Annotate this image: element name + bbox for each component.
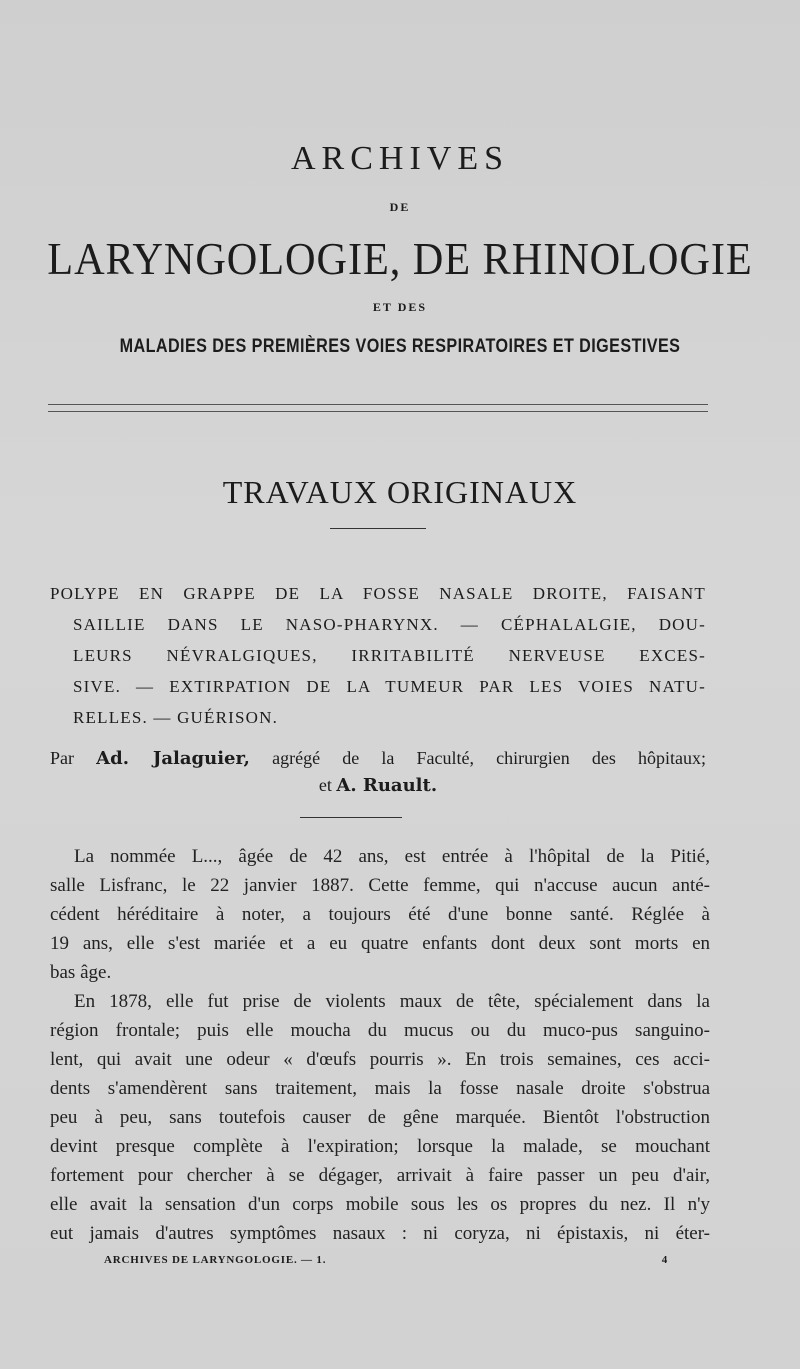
article-title-line: SIVE. — EXTIRPATION DE LA TUMEUR PAR LES VOIES NATU-	[73, 677, 706, 696]
byline-et: et	[318, 775, 332, 795]
article-title-line: SAILLIE DANS LE NASO-PHARYNX. — CÉPHALALGIE, DOU-	[73, 615, 706, 634]
text-line: région frontale; puis elle moucha du mucus ou du muco-pus sanguino-	[50, 1020, 710, 1041]
text-line: lent, qui avait une odeur « d'œufs pourris ». En trois semaines, ces acci-	[50, 1049, 710, 1070]
text-line: cédent héréditaire à noter, a toujours été d'une bonne santé. Réglée à	[50, 904, 710, 925]
text-line: dents s'amendèrent sans traitement, mais la fosse nasale droite s'obstrua	[50, 1078, 710, 1099]
journal-title: ARCHIVES	[290, 140, 510, 177]
author-name: A. Ruault.	[336, 775, 438, 796]
section-title: TRAVAUX ORIGINAUX	[222, 474, 578, 510]
article-title-line: RELLES. — GUÉRISON.	[73, 708, 279, 727]
byline-rule	[300, 817, 402, 818]
text-line: elle avait la sensation d'un corps mobile sous les os propres du nez. Il n'y	[50, 1194, 710, 1215]
page-footer	[104, 1254, 668, 1266]
text-line: devint presque complète à l'expiration; lorsque la malade, se mouchant	[50, 1136, 710, 1157]
text-line: fortement pour chercher à se dégager, arrivait à faire passer un peu d'air,	[50, 1165, 710, 1186]
text-line: En 1878, elle fut prise de violents maux de tête, spécialement dans la	[74, 991, 710, 1012]
text-line: salle Lisfranc, le 22 janvier 1887. Cette femme, qui n'accuse aucun anté-	[50, 875, 710, 896]
text-line: 19 ans, elle s'est mariée et a eu quatre enfants dont deux sont morts en	[50, 933, 710, 954]
page-number: 4	[661, 1254, 668, 1266]
paragraph	[50, 842, 710, 987]
journal-title-de: DE	[389, 200, 411, 214]
running-title: ARCHIVES DE LARYNGOLOGIE. — 1.	[104, 1254, 327, 1266]
text-line: peu à peu, sans toutefois causer de gêne marquée. Bientôt l'obstruction	[50, 1107, 710, 1128]
section-rule	[330, 528, 426, 529]
text-line: La nommée L..., âgée de 42 ans, est entrée à l'hôpital de la Pitié,	[74, 846, 710, 867]
journal-main-title: LARYNGOLOGIE, DE RHINOLOGIE	[47, 233, 753, 284]
author-role: agrégé de la Faculté, chirurgien des hôpitaux;	[272, 748, 706, 768]
journal-subtitle: MALADIES DES PREMIÈRES VOIES RESPIRATOIRES ET DIGESTIVES	[119, 336, 681, 357]
text-line: eut jamais d'autres symptômes nasaux : ni coryza, ni épistaxis, ni éter-	[50, 1223, 710, 1244]
double-rule-divider	[48, 404, 708, 412]
journal-title-et-des: ET DES	[372, 300, 428, 314]
article-body	[50, 842, 710, 1248]
byline-par: Par	[50, 748, 74, 768]
article-title	[50, 578, 706, 733]
author-name: Ad. Jalaguier,	[96, 748, 250, 769]
article-title-line: LEURS NÉVRALGIQUES, IRRITABILITÉ NERVEUSE EXCES-	[73, 646, 706, 665]
text-line: bas âge.	[50, 962, 112, 983]
byline	[50, 745, 706, 799]
paragraph	[50, 987, 710, 1248]
article-title-line: POLYPE EN GRAPPE DE LA FOSSE NASALE DROITE, FAISANT	[50, 584, 706, 603]
